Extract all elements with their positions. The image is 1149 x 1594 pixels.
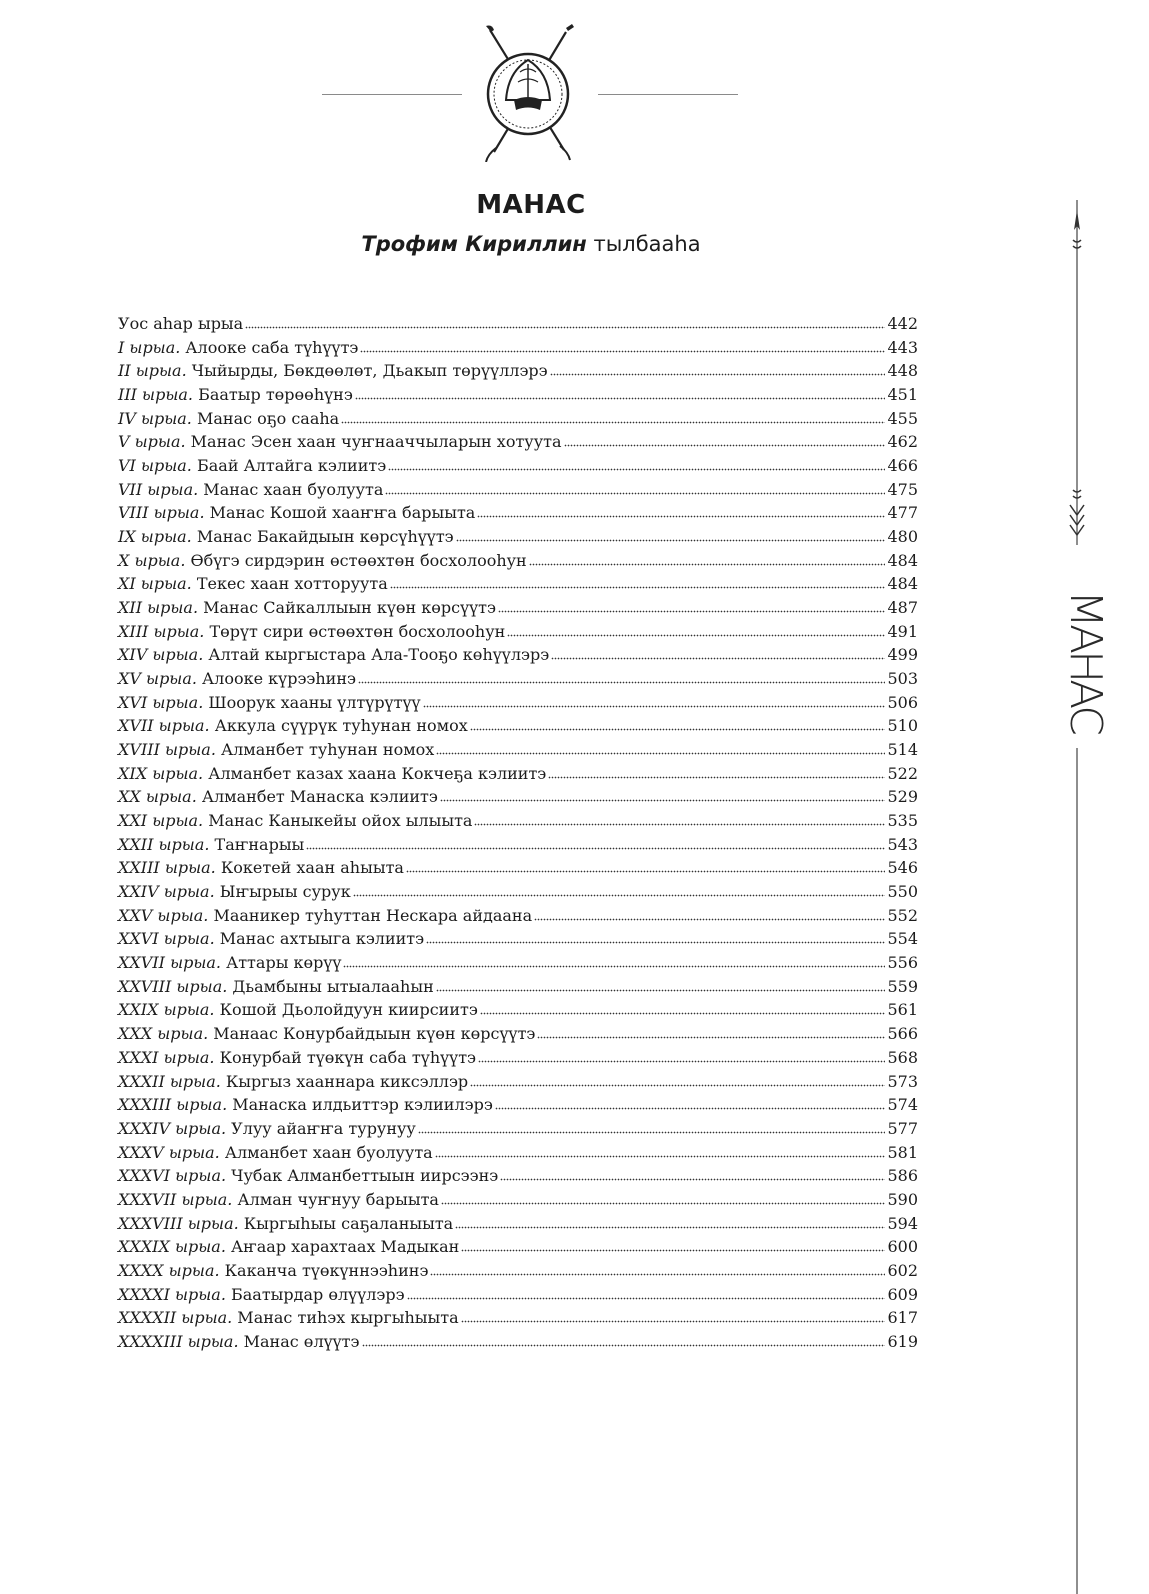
toc-entry xyxy=(118,858,918,882)
toc-dot-leader xyxy=(478,1060,885,1063)
toc-entry xyxy=(118,480,918,504)
toc-entry-number: XX ырыа. xyxy=(118,787,197,807)
toc-entry-number: XIV ырыа. xyxy=(118,645,204,665)
toc-page-number: 554 xyxy=(887,929,918,949)
toc-dot-leader xyxy=(430,1273,885,1276)
toc-entry-title xyxy=(118,1285,405,1304)
toc-entry xyxy=(118,503,918,527)
toc-entry-title xyxy=(118,858,404,877)
toc-entry-number: VII ырыа. xyxy=(118,479,199,499)
toc-entry-number: XXVII ырыа. xyxy=(118,953,221,973)
toc-entry-text: Чыйырды, Бөкдөөлөт, Дьакып төрүүллэрэ xyxy=(186,361,548,381)
toc-page-number: 448 xyxy=(887,361,918,381)
toc-page-number: 559 xyxy=(887,976,918,996)
toc-page-number: 561 xyxy=(887,1000,918,1020)
toc-entry xyxy=(118,527,918,551)
toc-entry-title xyxy=(118,480,383,499)
toc-entry-text: Кыргыз хааннара киксэллэр xyxy=(220,1071,469,1091)
toc-entry-number: X ырыа. xyxy=(118,550,186,570)
toc-page-number: 442 xyxy=(887,314,918,333)
toc-dot-leader xyxy=(477,515,885,518)
toc-entry xyxy=(118,740,918,764)
toc-entry-number: XIX ырыа. xyxy=(118,763,204,783)
toc-dot-leader xyxy=(355,397,886,400)
toc-dot-leader xyxy=(343,965,885,968)
toc-entry-text: Өбүгэ сирдэрин өстөөхтөн босхолооһун xyxy=(185,550,527,570)
toc-page-number: 484 xyxy=(887,550,918,570)
toc-entry-text: Алманбет казах хаана Кокчеҕа кэлиитэ xyxy=(203,763,547,783)
toc-entry-number: VIII ырыа. xyxy=(118,503,205,523)
toc-entry-title xyxy=(118,645,549,664)
toc-entry-text: Улуу айаҥҥа турунуу xyxy=(226,1118,416,1138)
toc-entry-number: XXXII ырыа. xyxy=(118,1071,221,1091)
toc-entry-title xyxy=(118,1166,498,1185)
toc-entry-number: XXXXIII ырыа. xyxy=(118,1331,239,1351)
toc-dot-leader xyxy=(353,894,886,897)
toc-page-number: 566 xyxy=(887,1024,918,1044)
page-subtitle xyxy=(0,232,1062,256)
toc-entry-number: XXXIV ырыа. xyxy=(118,1118,227,1138)
toc-dot-leader xyxy=(436,989,886,992)
toc-entry-number: XXXVI ырыа. xyxy=(118,1166,227,1186)
toc-entry xyxy=(118,929,918,953)
toc-dot-leader xyxy=(500,1178,885,1181)
toc-dot-leader xyxy=(470,1084,885,1087)
toc-entry xyxy=(118,1237,918,1261)
toc-entry-title xyxy=(118,527,454,546)
toc-page-number: 499 xyxy=(887,645,918,665)
side-label: МАНАС xyxy=(1060,590,1111,732)
toc-entry-title xyxy=(118,338,358,357)
toc-dot-leader xyxy=(474,823,885,826)
toc-entry-number: XIII ырыа. xyxy=(118,621,205,641)
toc-page-number: 503 xyxy=(887,669,918,689)
toc-entry xyxy=(118,693,918,717)
toc-entry-title xyxy=(118,693,421,712)
toc-page-number: 510 xyxy=(887,716,918,736)
toc-entry xyxy=(118,835,918,859)
toc-entry-title xyxy=(118,432,562,451)
table-of-contents xyxy=(118,314,918,1356)
toc-entry xyxy=(118,882,918,906)
toc-entry-text: Кокетей хаан аһыыта xyxy=(215,858,404,878)
toc-entry-title xyxy=(118,977,434,996)
toc-entry-text: Манас оҕо сааһа xyxy=(191,408,340,428)
toc-entry-number: XXX ырыа. xyxy=(118,1024,209,1044)
toc-page-number: 609 xyxy=(887,1284,918,1304)
toc-entry xyxy=(118,1214,918,1238)
toc-entry xyxy=(118,906,918,930)
toc-entry-number: II ырыа. xyxy=(118,361,187,381)
toc-entry-text: Кыргыһыы саҕаланыыта xyxy=(238,1213,454,1233)
toc-entry-text: Манас өлүүтэ xyxy=(238,1331,360,1351)
toc-entry xyxy=(118,716,918,740)
toc-entry-text: Кошой Дьолойдуун киирсиитэ xyxy=(214,1000,478,1020)
toc-entry-text: Текес хаан хотторуута xyxy=(191,574,388,594)
toc-page-number: 594 xyxy=(887,1213,918,1233)
toc-entry-title xyxy=(118,1143,433,1162)
toc-entry-title xyxy=(118,882,351,901)
toc-dot-leader xyxy=(440,799,886,802)
toc-page-number: 466 xyxy=(887,456,918,476)
toc-page-number: 522 xyxy=(887,763,918,783)
toc-entry-title xyxy=(118,1332,360,1351)
toc-entry-number: XXXXII ырыа. xyxy=(118,1308,233,1328)
toc-entry-number: XXXVII ырыа. xyxy=(118,1189,233,1209)
toc-entry-title xyxy=(118,456,386,475)
toc-entry-text: Алооке саба түһүүтэ xyxy=(180,337,359,357)
translator-name: Трофим Кириллин xyxy=(361,232,587,256)
toc-entry-text: Аттары көрүү xyxy=(221,953,342,973)
toc-entry-text: Мааникер туһуттан Нескара айдаана xyxy=(208,905,533,925)
toc-dot-leader xyxy=(455,1226,885,1229)
toc-page-number: 568 xyxy=(887,1047,918,1067)
side-ornament-icon xyxy=(1040,200,1130,1594)
toc-entry-text: Төрүт сири өстөөхтөн босхолооһун xyxy=(204,621,506,641)
toc-dot-leader xyxy=(385,492,885,495)
toc-entry xyxy=(118,1072,918,1096)
toc-entry-number: XV ырыа. xyxy=(118,669,197,689)
toc-entry-title xyxy=(118,551,527,570)
toc-page-number: 581 xyxy=(887,1142,918,1162)
toc-entry xyxy=(118,361,918,385)
toc-page-number: 556 xyxy=(887,953,918,973)
toc-dot-leader xyxy=(461,1249,885,1252)
toc-entry-text: Ыҥырыы сурук xyxy=(214,882,351,902)
toc-entry-number: XVII ырыа. xyxy=(118,716,210,736)
subtitle-rest: тылбааһа xyxy=(586,232,701,256)
toc-dot-leader xyxy=(306,847,885,850)
toc-entry-title xyxy=(118,1024,535,1043)
toc-entry-text: Манас Каныкейы ойох ылыыта xyxy=(203,811,473,831)
toc-dot-leader xyxy=(407,1297,886,1300)
toc-entry-number: XXXXI ырыа. xyxy=(118,1284,226,1304)
toc-entry-title xyxy=(118,811,472,830)
toc-entry xyxy=(118,764,918,788)
toc-entry xyxy=(118,551,918,575)
toc-entry xyxy=(118,574,918,598)
toc-entry xyxy=(118,1332,918,1356)
toc-dot-leader xyxy=(245,326,885,329)
toc-entry-title xyxy=(118,740,434,759)
toc-entry xyxy=(118,1000,918,1024)
toc-dot-leader xyxy=(406,870,885,873)
toc-entry-title xyxy=(118,598,496,617)
toc-entry-text: Конурбай түөкүн саба түһүүтэ xyxy=(214,1047,477,1067)
toc-page-number: 546 xyxy=(887,858,918,878)
toc-entry xyxy=(118,1143,918,1167)
toc-entry-title xyxy=(118,716,468,735)
toc-entry-number: XXVI ырыа. xyxy=(118,929,215,949)
toc-entry-number: XXIV ырыа. xyxy=(118,882,215,902)
toc-entry-number: IV ырыа. xyxy=(118,408,192,428)
toc-entry xyxy=(118,787,918,811)
toc-entry-title xyxy=(118,1000,478,1019)
toc-dot-leader xyxy=(498,610,885,613)
toc-entry-title xyxy=(118,503,475,522)
toc-dot-leader xyxy=(480,1012,886,1015)
toc-entry-text: Манас тиһэх кыргыһыыта xyxy=(232,1308,459,1328)
toc-dot-leader xyxy=(360,350,885,353)
toc-entry xyxy=(118,1095,918,1119)
toc-entry-text: Таҥнарыы xyxy=(209,834,305,854)
toc-entry xyxy=(118,622,918,646)
toc-entry-number: VI ырыа. xyxy=(118,456,192,476)
toc-entry-number: XVI ырыа. xyxy=(118,692,204,712)
toc-entry-text: Манас Сайкаллыын күөн көрсүүтэ xyxy=(198,598,496,618)
toc-dot-leader xyxy=(548,776,885,779)
toc-entry xyxy=(118,338,918,362)
toc-entry-text: Манас ахтыыга кэлиитэ xyxy=(214,929,425,949)
toc-dot-leader xyxy=(390,586,886,589)
toc-dot-leader xyxy=(461,1320,886,1323)
toc-entry-text: Аҥаар харахтаах Мадыкан xyxy=(225,1237,460,1257)
toc-page-number: 619 xyxy=(887,1331,918,1351)
toc-entry-number: XXI ырыа. xyxy=(118,811,204,831)
toc-entry xyxy=(118,1261,918,1285)
toc-entry xyxy=(118,1285,918,1309)
toc-entry-number: XXXIII ырыа. xyxy=(118,1095,228,1115)
toc-entry-title xyxy=(118,1214,453,1233)
toc-entry xyxy=(118,1190,918,1214)
toc-dot-leader xyxy=(551,657,885,660)
toc-page-number: 529 xyxy=(887,787,918,807)
toc-entry-number: IX ырыа. xyxy=(118,527,192,547)
toc-entry-text: Баатыр төрөөһүнэ xyxy=(192,385,353,405)
toc-entry-text: Дьамбыны ытыалааһын xyxy=(227,976,434,996)
toc-entry-title xyxy=(118,1308,459,1327)
toc-entry-title xyxy=(118,1072,468,1091)
toc-entry-number: XXXVIII ырыа. xyxy=(118,1213,239,1233)
toc-entry-title xyxy=(118,764,546,783)
toc-page-number: 543 xyxy=(887,834,918,854)
toc-page-number: 462 xyxy=(887,432,918,452)
toc-entry-text: Каканча түөкүннээһинэ xyxy=(219,1260,429,1280)
emblem-icon xyxy=(468,22,588,162)
toc-entry-title xyxy=(118,835,304,854)
toc-page-number: 506 xyxy=(887,692,918,712)
toc-page-number: 600 xyxy=(887,1237,918,1257)
toc-entry-title xyxy=(118,1237,459,1256)
toc-entry xyxy=(118,385,918,409)
toc-entry-text: Алман чуҥнуу барыыта xyxy=(232,1189,439,1209)
toc-entry-title xyxy=(118,1095,493,1114)
toc-entry-title xyxy=(118,929,424,948)
toc-page-number: 574 xyxy=(887,1095,918,1115)
toc-page-number: 484 xyxy=(887,574,918,594)
toc-dot-leader xyxy=(358,681,886,684)
toc-page-number: 552 xyxy=(887,905,918,925)
toc-dot-leader xyxy=(441,1202,885,1205)
toc-entry-text: Манас Эсен хаан чуҥнааччыларын хотуута xyxy=(185,432,562,452)
header-rule-right xyxy=(598,94,738,95)
toc-entry xyxy=(118,953,918,977)
toc-entry-number: XXXX ырыа. xyxy=(118,1260,220,1280)
toc-entry xyxy=(118,314,918,338)
toc-page-number: 617 xyxy=(887,1308,918,1328)
toc-dot-leader xyxy=(388,468,885,471)
toc-page-number: 451 xyxy=(887,385,918,405)
toc-entry-number: XXIX ырыа. xyxy=(118,1000,215,1020)
toc-entry xyxy=(118,669,918,693)
toc-entry-text: Алманбет Манаска кэлиитэ xyxy=(196,787,438,807)
toc-entry xyxy=(118,409,918,433)
toc-entry-number: XXXV ырыа. xyxy=(118,1142,220,1162)
toc-page-number: 577 xyxy=(887,1118,918,1138)
toc-page-number: 491 xyxy=(887,621,918,641)
toc-entry xyxy=(118,1024,918,1048)
toc-entry-title xyxy=(118,953,341,972)
toc-entry-number: XXIII ырыа. xyxy=(118,858,216,878)
toc-page-number: 586 xyxy=(887,1166,918,1186)
toc-entry-text: Манас Кошой хааҥҥа барыыта xyxy=(204,503,476,523)
toc-entry-title xyxy=(118,385,353,404)
toc-page-number: 573 xyxy=(887,1071,918,1091)
toc-entry-text: Алманбет туһунан номох xyxy=(215,740,435,760)
toc-dot-leader xyxy=(534,918,885,921)
toc-entry-number: XVIII ырыа. xyxy=(118,740,216,760)
toc-entry-number: XXV ырыа. xyxy=(118,905,209,925)
toc-entry-text: Алманбет хаан буолуута xyxy=(219,1142,433,1162)
toc-page-number: 487 xyxy=(887,598,918,618)
toc-dot-leader xyxy=(362,1344,886,1347)
toc-entry-text: Баай Алтайга кэлиитэ xyxy=(191,456,387,476)
toc-page-number: 590 xyxy=(887,1189,918,1209)
toc-dot-leader xyxy=(529,563,886,566)
toc-dot-leader xyxy=(537,1036,885,1039)
toc-entry-title xyxy=(118,314,243,333)
toc-entry-text: Уос аһар ырыа xyxy=(118,314,244,333)
toc-entry-title xyxy=(118,574,388,593)
toc-entry xyxy=(118,598,918,622)
toc-dot-leader xyxy=(495,1107,886,1110)
toc-entry-title xyxy=(118,1119,416,1138)
toc-entry-text: Алтай кыргыстара Ала-Тооҕо көһүүлэрэ xyxy=(203,645,550,665)
toc-entry-title xyxy=(118,361,548,380)
toc-dot-leader xyxy=(507,634,885,637)
toc-entry-text: Алооке күрээһинэ xyxy=(196,669,356,689)
toc-entry-title xyxy=(118,1261,428,1280)
toc-entry xyxy=(118,1166,918,1190)
header-rule-left xyxy=(322,94,462,95)
toc-dot-leader xyxy=(470,728,886,731)
toc-entry-text: Манаска илдьиттэр кэлиилэрэ xyxy=(227,1095,493,1115)
toc-entry-number: XXXIX ырыа. xyxy=(118,1237,226,1257)
toc-entry-number: XII ырыа. xyxy=(118,598,199,618)
toc-page-number: 602 xyxy=(887,1260,918,1280)
toc-page-number: 514 xyxy=(887,740,918,760)
toc-entry-text: Шоорук хааны үлтүрүтүү xyxy=(203,692,421,712)
toc-dot-leader xyxy=(423,705,886,708)
toc-entry-number: XXVIII ырыа. xyxy=(118,976,228,996)
toc-dot-leader xyxy=(426,941,885,944)
toc-entry-number: XXXI ырыа. xyxy=(118,1047,215,1067)
toc-entry-number: XI ырыа. xyxy=(118,574,192,594)
toc-page-number: 477 xyxy=(887,503,918,523)
toc-entry-number: I ырыа. xyxy=(118,337,181,357)
toc-entry-title xyxy=(118,906,532,925)
toc-entry xyxy=(118,977,918,1001)
toc-entry-number: V ырыа. xyxy=(118,432,186,452)
toc-dot-leader xyxy=(435,1155,886,1158)
toc-dot-leader xyxy=(550,373,886,376)
toc-entry xyxy=(118,811,918,835)
toc-dot-leader xyxy=(564,444,886,447)
toc-entry-text: Аккула сүүрүк туһунан номох xyxy=(209,716,468,736)
toc-dot-leader xyxy=(418,1131,886,1134)
toc-page-number: 480 xyxy=(887,527,918,547)
toc-dot-leader xyxy=(456,539,886,542)
toc-entry xyxy=(118,456,918,480)
toc-entry xyxy=(118,645,918,669)
toc-dot-leader xyxy=(436,752,885,755)
toc-entry-title xyxy=(118,787,438,806)
toc-entry-title xyxy=(118,409,339,428)
toc-page-number: 475 xyxy=(887,479,918,499)
toc-entry-title xyxy=(118,669,356,688)
toc-page-number: 535 xyxy=(887,811,918,831)
toc-entry xyxy=(118,1308,918,1332)
toc-page-number: 443 xyxy=(887,337,918,357)
toc-entry-number: XXII ырыа. xyxy=(118,834,210,854)
toc-entry-text: Баатырдар өлүүлэрэ xyxy=(225,1284,405,1304)
toc-entry-title xyxy=(118,1190,439,1209)
toc-page-number: 550 xyxy=(887,882,918,902)
toc-entry-text: Манаас Конурбайдыын күөн көрсүүтэ xyxy=(208,1024,536,1044)
toc-entry-text: Чубак Алманбеттыын иирсээнэ xyxy=(226,1166,499,1186)
toc-entry-text: Манас Бакайдыын көрсүһүүтэ xyxy=(191,527,454,547)
toc-entry-title xyxy=(118,1048,476,1067)
toc-page-number: 455 xyxy=(887,408,918,428)
toc-entry-number: III ырыа. xyxy=(118,385,193,405)
toc-entry-text: Манас хаан буолуута xyxy=(198,479,384,499)
toc-dot-leader xyxy=(341,421,885,424)
toc-entry xyxy=(118,432,918,456)
page-title: МАНАС xyxy=(476,190,586,220)
toc-entry xyxy=(118,1119,918,1143)
toc-entry xyxy=(118,1048,918,1072)
toc-entry-title xyxy=(118,622,505,641)
